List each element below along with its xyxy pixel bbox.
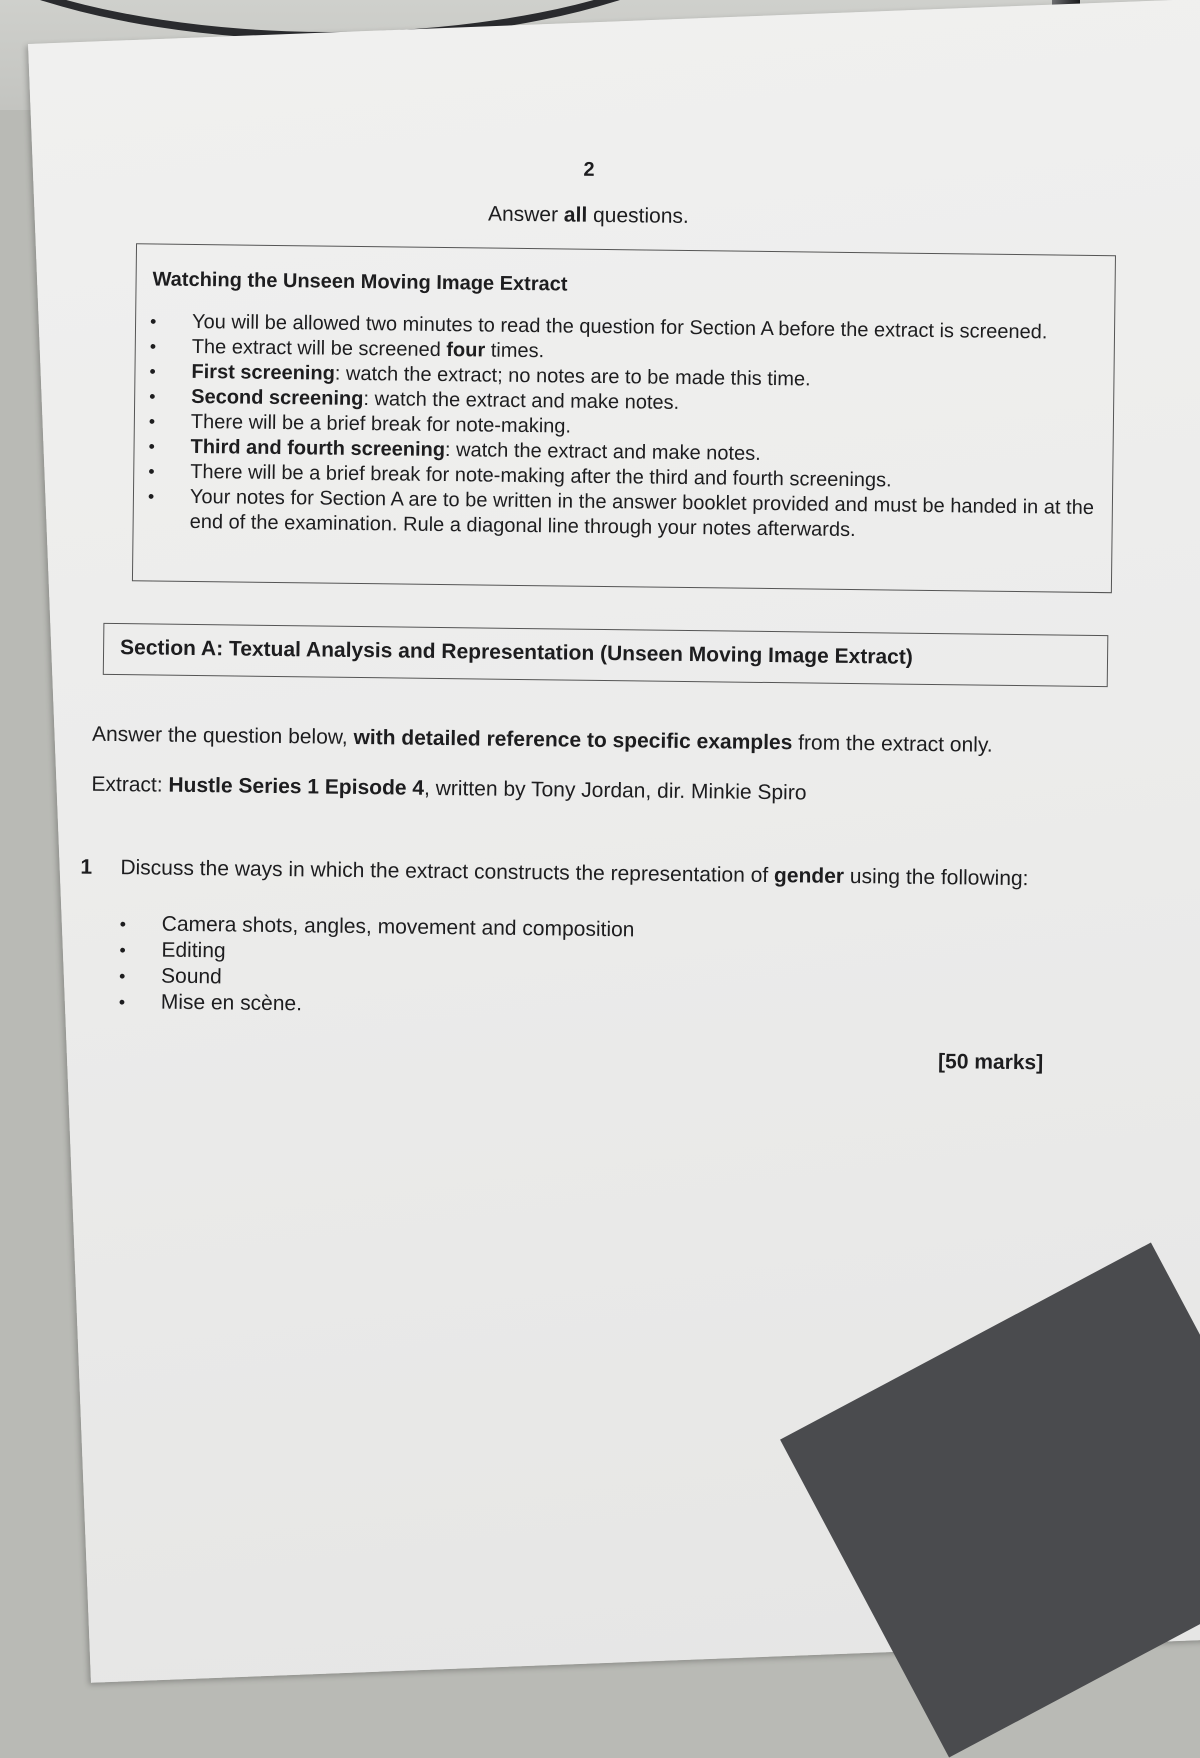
- list-item-text: : watch the extract and make notes.: [363, 388, 680, 414]
- page-number: 2: [583, 158, 595, 181]
- instruction-text-after: questions.: [587, 203, 689, 228]
- list-item-text: : watch the extract and make notes.: [444, 439, 761, 465]
- watching-box-title: Watching the Unseen Moving Image Extract: [152, 268, 568, 296]
- extract-title: Hustle Series 1 Episode 4: [168, 773, 425, 800]
- list-item: • Sound: [119, 963, 634, 995]
- extract-credits: , written by Tony Jordan, dir. Minkie Spiro: [423, 776, 807, 805]
- extract-label: Extract:: [91, 772, 169, 797]
- marks-label: [50 marks]: [937, 1050, 1044, 1075]
- instruction-text-before: Answer: [487, 202, 565, 227]
- list-item-text: There will be a brief break for note-making.: [190, 410, 572, 438]
- extract-reference: [91, 773, 806, 806]
- watching-instructions-list: [149, 309, 1096, 546]
- question-number: 1: [80, 855, 93, 879]
- list-item: [149, 484, 1094, 546]
- answer-directions: [92, 723, 993, 758]
- list-item-bold: four: [446, 339, 486, 362]
- list-item-text: Your notes for Section A are to be written in the answer booklet provided and must be handed in at the end of the examination. Rule a diagonal line through your notes afterwards.: [189, 485, 1095, 542]
- answer-all-instruction: [68, 197, 1108, 234]
- list-item-text: The extract will be screened: [191, 335, 447, 362]
- list-item-bold: Second screening: [191, 385, 364, 411]
- list-item-text: You will be allowed two minutes to read the question for Section A before the extract is screened.: [191, 310, 1048, 344]
- list-item-text: times.: [485, 339, 545, 363]
- list-item: • Camera shots, angles, movement and composition: [120, 911, 635, 943]
- list-item-bold: Third and fourth screening: [190, 435, 446, 462]
- list-item-text: There will be a brief break for note-making after the third and fourth screenings.: [190, 460, 892, 492]
- question-text: [120, 856, 1028, 891]
- directions-text: Answer the question below,: [91, 722, 354, 749]
- question-bullets: [119, 911, 635, 1021]
- list-item-text: : watch the extract; no notes are to be made this time.: [334, 362, 811, 391]
- question-text-after: using the following:: [843, 864, 1029, 891]
- watching-instructions-box: [132, 243, 1116, 593]
- directions-text: from the extract only.: [792, 731, 993, 757]
- section-a-heading: Section A: Textual Analysis and Representation (Unseen Moving Image Extract): [103, 623, 1109, 687]
- directions-bold: with detailed reference to specific examples: [353, 725, 793, 755]
- list-item: • Mise en scène.: [119, 989, 634, 1021]
- list-item-bold: First screening: [191, 360, 335, 385]
- instruction-bold: all: [563, 203, 588, 227]
- list-item: • Editing: [119, 937, 634, 969]
- question-bold: gender: [773, 864, 845, 888]
- question-text-before: Discuss the ways in which the extract constructs the representation of: [120, 856, 775, 888]
